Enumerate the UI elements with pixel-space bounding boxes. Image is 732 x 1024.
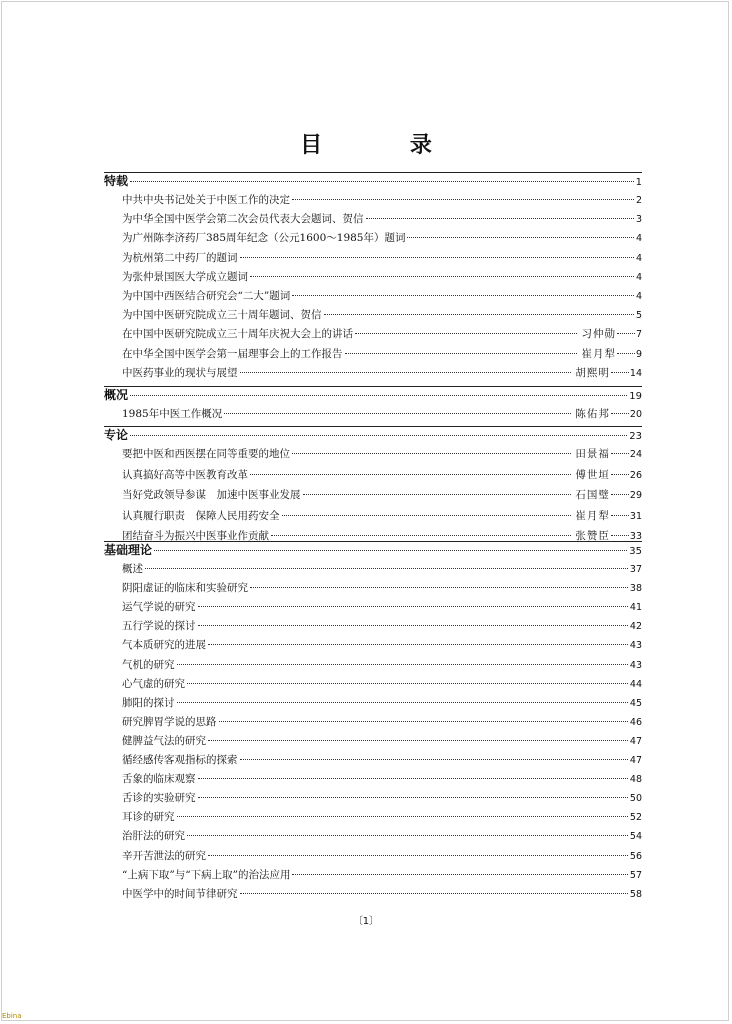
page-ref: 23 [629,431,642,442]
dot-leader [198,625,628,626]
dot-leader [130,395,627,396]
entry-title: 当好党政领导参谋 加速中医事业发展 [122,489,301,502]
toc-entry[interactable] [122,753,642,768]
entry-author: 崔月犁 [575,509,610,522]
toc-entry[interactable] [122,791,642,806]
dot-leader [130,435,627,436]
page-ref: 26 [629,469,642,481]
toc-entry[interactable] [122,619,642,634]
toc-entry[interactable] [122,488,642,503]
entry-title: 1985年中医工作概况 [122,408,223,420]
section-title: 概况 [104,388,129,402]
entry-title: 气机的研究 [122,658,175,671]
entry-title: 概述 [122,563,143,575]
entry-title: 研究脾胃学说的思路 [122,715,217,728]
dot-leader [292,295,634,296]
section-rule [104,172,642,173]
page-ref: 7 [635,329,642,341]
toc-entry[interactable] [122,447,642,462]
dot-leader [198,797,628,798]
toc-entry[interactable] [122,849,642,864]
dot-leader [208,644,628,645]
page-ref: 20 [629,409,642,420]
dot-leader [130,181,634,182]
toc-entry[interactable] [122,270,642,285]
page-ref: 37 [629,564,642,575]
dot-leader [208,740,628,741]
toc-entry[interactable] [122,638,642,653]
entry-title: 气本质研究的进展 [122,639,206,652]
page-ref: 33 [629,531,642,543]
dot-leader [292,199,634,200]
toc-section-heading[interactable] [104,543,642,559]
page-ref: 57 [629,869,642,881]
scan-watermark: Ebina [2,1012,22,1020]
page-ref: 38 [629,583,642,595]
page-ref: 43 [629,659,642,671]
toc-entry[interactable] [122,212,642,227]
page-ref: 45 [629,697,642,709]
entry-title: 为中华全国中医学会第二次会员代表大会题词、贺信 [122,213,364,226]
dot-leader [198,778,628,779]
entry-title: 中医学中的时间节律研究 [122,887,238,900]
page-ref: 4 [635,233,642,245]
entry-author: 习仲勋 [581,328,616,341]
toc-section-heading[interactable] [104,174,642,190]
dot-leader [282,515,572,516]
entry-author: 石国璧 [575,489,610,502]
page-ref: 44 [629,678,642,690]
entry-title: “上病下取”与“下病上取”的治法应用 [122,868,291,881]
toc-entry[interactable] [122,562,642,577]
dot-leader [355,333,577,334]
page-ref: 47 [629,735,642,747]
entry-author: 胡熙明 [575,366,610,379]
page-ref: 41 [629,602,642,614]
toc-entry[interactable] [122,581,642,596]
dot-leader [250,474,571,475]
entry-title: 团结奋斗为振兴中医事业作贡献 [122,530,269,543]
entry-title: 中医药事业的现状与展望 [122,366,238,379]
page-ref: 46 [629,716,642,728]
page-number: 〔1〕 [352,916,380,927]
toc-entry[interactable] [122,308,642,323]
page-ref: 24 [629,449,642,460]
entry-title: 为张仲景国医大学成立题词 [122,270,248,283]
entry-title: 循经感传客观指标的探索 [122,754,238,766]
dot-leader [154,550,627,551]
entry-title: 为中国中医研究院成立三十周年题词、贺信 [122,309,322,322]
entry-title: 舌象的临床观察 [122,773,196,786]
page-ref: 42 [629,621,642,633]
dot-leader [292,874,627,875]
page-ref: 19 [629,391,642,402]
dot-leader [240,372,572,373]
dot-leader [177,702,628,703]
toc-entry[interactable] [122,509,642,524]
entry-title: 认真搞好高等中医教育改革 [122,468,248,481]
entry-title: 在中国中医研究院成立三十周年庆祝大会上的讲话 [122,328,353,341]
section-title: 专论 [104,428,129,442]
dot-leader [611,535,629,536]
dot-leader [145,568,628,569]
dot-leader [208,855,628,856]
toc-entry[interactable] [122,772,642,787]
page-ref: 58 [629,888,642,900]
dot-leader [187,835,628,836]
dot-leader [219,721,628,722]
dot-leader [187,683,628,684]
entry-title: 健脾益气法的研究 [122,734,206,747]
dot-leader [240,257,634,258]
toc-section-heading[interactable] [104,428,642,444]
page-ref: 29 [629,490,642,502]
entry-title: 为中国中西医结合研究会“二大”题词 [122,290,291,302]
dot-leader [324,314,634,315]
dot-leader [240,759,628,760]
entry-title: 要把中医和西医摆在同等重要的地位 [122,448,290,460]
entry-author: 陈佑邦 [575,408,610,420]
dot-leader [345,353,578,354]
page-ref: 4 [635,271,642,283]
page-ref: 56 [629,850,642,862]
entry-title: 运气学说的研究 [122,601,196,614]
dot-leader [617,333,635,334]
dot-leader [177,816,628,817]
toc-entry[interactable] [122,677,642,692]
page-ref: 43 [629,640,642,652]
entry-title: 肺阳的探讨 [122,696,175,709]
page-ref: 54 [629,831,642,843]
dot-leader [611,515,629,516]
dot-leader [611,372,629,373]
dot-leader [303,494,572,495]
section-rule [104,386,642,387]
toc-entry[interactable] [122,829,642,844]
entry-title: 五行学说的探讨 [122,620,196,633]
page-ref: 2 [635,195,642,206]
entry-author: 傅世垣 [575,468,610,481]
entry-author: 崔月犁 [581,347,616,360]
toc-entry[interactable] [122,251,642,266]
entry-title: 认真履行职责 保障人民用药安全 [122,509,280,522]
dot-leader [177,664,628,665]
page-ref: 50 [629,793,642,805]
dot-leader [271,535,571,536]
entry-title: 耳诊的研究 [122,811,175,824]
entry-title: 心气虚的研究 [122,677,185,690]
toc-entry[interactable] [122,366,642,381]
toc-entry[interactable] [122,810,642,825]
dot-leader [611,453,629,454]
entry-author: 张赞臣 [575,530,610,543]
section-rule [104,541,642,542]
dot-leader [198,606,628,607]
toc-entry[interactable] [122,600,642,615]
toc-entry[interactable] [122,734,642,749]
entry-title: 在中华全国中医学会第一届理事会上的工作报告 [122,347,343,360]
dot-leader [366,218,634,219]
page-ref: 52 [629,812,642,824]
dot-leader [250,587,628,588]
entry-author: 田景福 [575,448,610,460]
toc-entry[interactable] [122,468,642,483]
page-title: 目 录 [300,133,472,158]
entry-title: 为广州陈李济药厂385周年纪念（公元1600～1985年）题词 [122,232,406,245]
dot-leader [292,453,571,454]
entry-title: 治肝法的研究 [122,830,185,843]
dot-leader [224,413,571,414]
page-ref: 14 [629,367,642,379]
dot-leader [611,413,629,414]
toc-entry[interactable] [122,696,642,711]
toc-entry[interactable] [122,868,642,883]
page-ref: 35 [629,546,642,557]
toc-section-heading[interactable] [104,388,642,404]
page-ref: 3 [635,214,642,226]
section-title: 特载 [104,174,129,188]
toc-entry[interactable] [122,231,642,246]
toc-entry[interactable] [122,327,642,342]
dot-leader [250,276,634,277]
toc-entry[interactable] [122,407,642,422]
entry-title: 辛开苦泄法的研究 [122,849,206,862]
page-ref: 48 [629,774,642,786]
entry-title: 中共中央书记处关于中医工作的决定 [122,194,290,206]
dot-leader [611,474,629,475]
toc-entry[interactable] [122,193,642,208]
dot-leader [611,494,629,495]
toc-entry[interactable] [122,347,642,362]
dot-leader [407,237,633,238]
page-ref: 9 [635,348,642,360]
toc-entry[interactable] [122,887,642,902]
page-ref: 4 [635,252,642,264]
entry-title: 阴阳虚证的临床和实验研究 [122,582,248,595]
toc-entry[interactable] [122,658,642,673]
dot-leader [240,893,628,894]
section-rule [104,426,642,427]
section-title: 基础理论 [104,543,153,557]
toc-entry[interactable] [122,289,642,304]
page-ref: 4 [635,291,642,302]
entry-title: 舌诊的实验研究 [122,792,196,805]
toc-entry[interactable] [122,715,642,730]
dot-leader [617,353,635,354]
page-ref: 47 [629,755,642,766]
page-ref: 5 [635,310,642,322]
entry-title: 为杭州第二中药厂的题词 [122,251,238,264]
page-ref: 31 [629,510,642,522]
page-ref: 1 [635,177,642,188]
